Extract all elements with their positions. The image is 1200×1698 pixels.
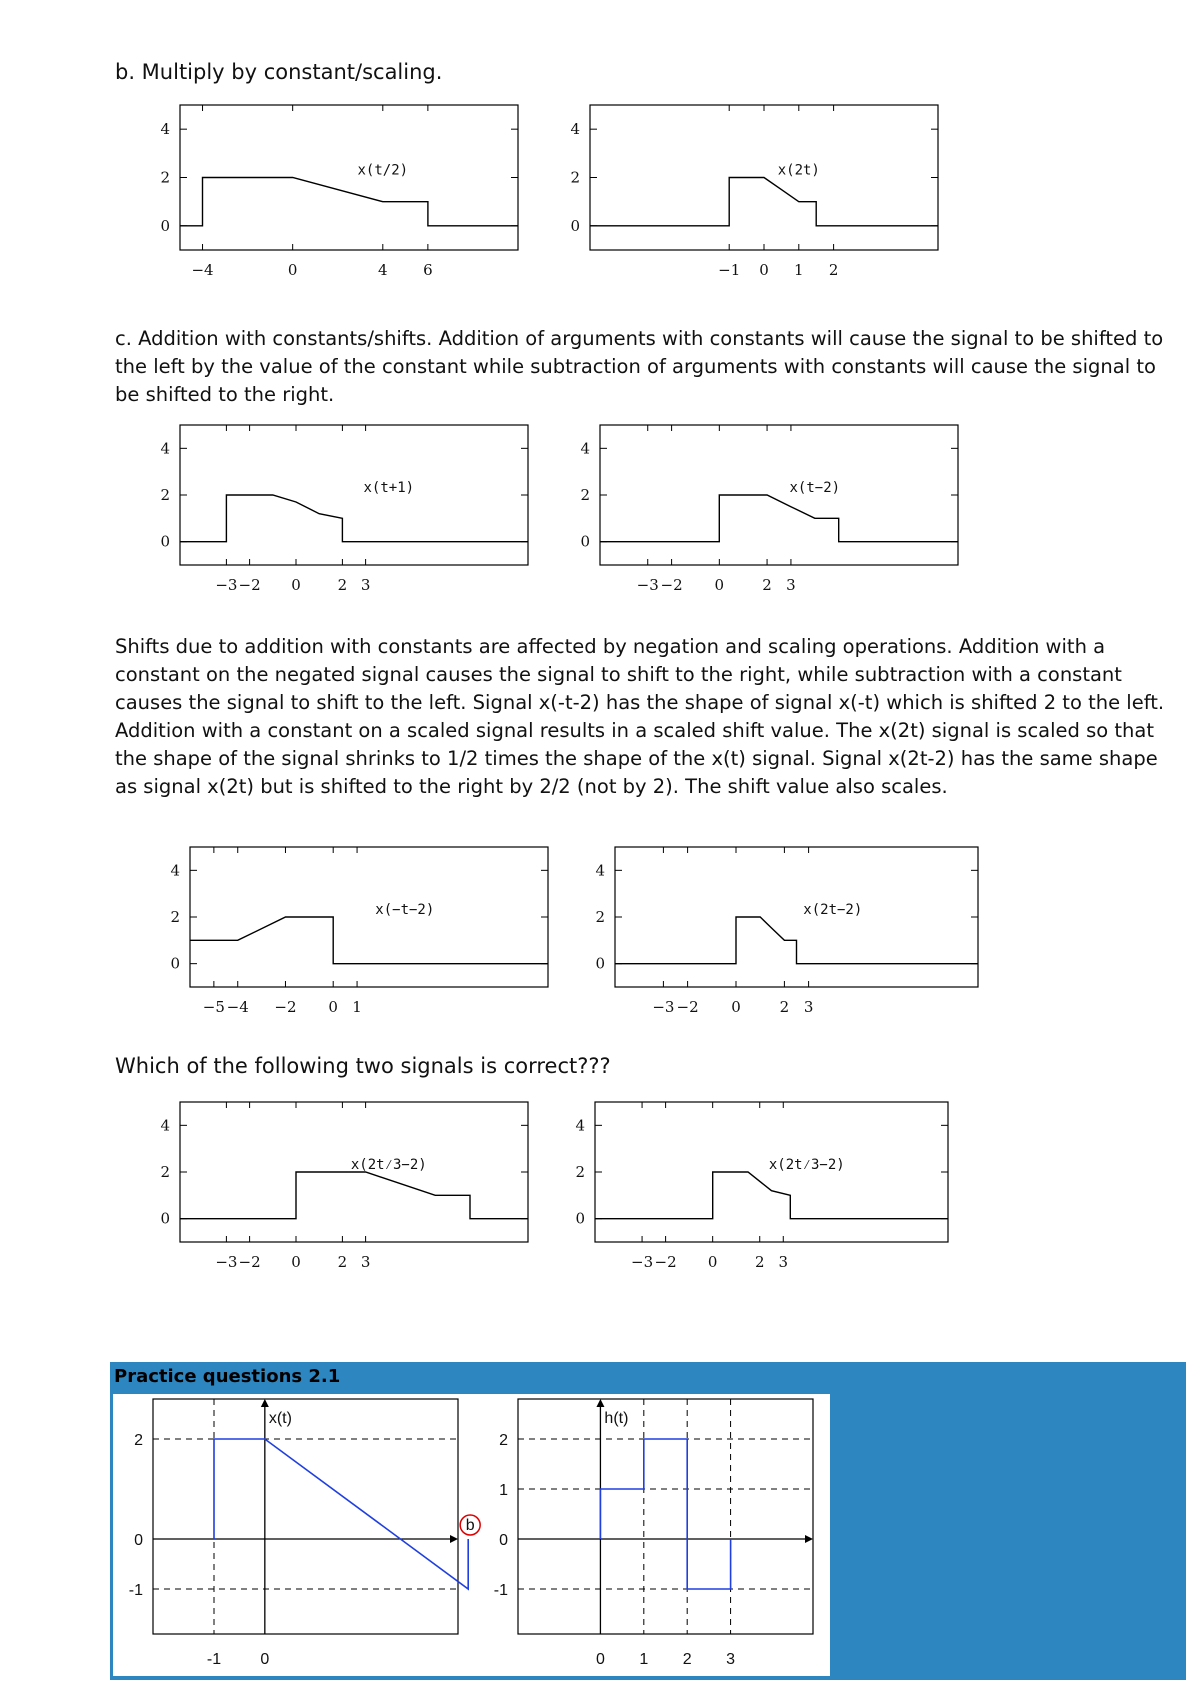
x-tick-label: −3	[215, 1253, 238, 1271]
x-tick-label: 1	[352, 998, 362, 1016]
chart-x-2t3-minus-2-b	[555, 1092, 950, 1287]
section-b-heading: b. Multiply by constant/scaling.	[115, 60, 443, 84]
practice-title: Practice questions 2.1	[114, 1366, 341, 1387]
x-tick-label: 3	[803, 998, 814, 1016]
y-tick-label: 0	[580, 532, 590, 551]
x-tick-label: 3	[360, 1253, 371, 1271]
signal-label: x(t)	[268, 1410, 292, 1427]
practice-plot-h	[478, 1394, 828, 1674]
y-tick-label: 0	[160, 532, 170, 551]
signal-label: x(t+1)	[363, 480, 415, 497]
y-tick-label: 2	[595, 908, 605, 926]
x-tick-label: 0	[291, 576, 301, 594]
y-tick-label: 2	[160, 486, 170, 504]
x-tick-label: 1	[639, 1651, 649, 1668]
practice-plot-x	[113, 1394, 473, 1674]
practice-panel	[113, 1394, 830, 1676]
question-heading: Which of the following two signals is correct???	[115, 1054, 611, 1078]
y-tick-label: 2	[575, 1163, 585, 1181]
x-tick-label: 6	[423, 261, 433, 279]
x-tick-label: −4	[226, 998, 249, 1016]
shift-note-paragraph: Shifts due to addition with constants are affected by negation and scaling operations. Addition with a constant on the negated signal causes the signal to shift to the right, while subtraction with a constant causes the signal to shift to the left. Signal x(-t-2) has the shape of signal x(-t) which is shifted 2 to the left. Addition with a constant on a scaled signal results in a scaled shift value. The x(2t) signal is scaled so that the shape of the signal shrinks to 1/2 times the shape of the x(t) signal. Signal x(2t-2) has the same shape as signal x(2t) but is shifted to the right by 2/2 (not by 2). The shift value also scales.	[115, 635, 1165, 798]
signal-label: x(−t−2)	[375, 902, 435, 919]
signal-label: x(2t)	[777, 162, 820, 179]
x-tick-label: -1	[206, 1651, 222, 1668]
y-tick-label: 0	[170, 954, 180, 973]
x-tick-label: 3	[726, 1651, 736, 1668]
y-tick-label: 0	[499, 1532, 508, 1549]
x-tick-label: 2	[682, 1651, 692, 1668]
y-tick-label: -1	[493, 1582, 508, 1599]
y-tick-label: -1	[128, 1582, 143, 1599]
chart-x-2t	[550, 95, 940, 295]
x-tick-label: −3	[652, 998, 675, 1016]
y-tick-label: 0	[134, 1532, 143, 1549]
plot-frame	[600, 425, 958, 565]
y-tick-label: 4	[170, 861, 180, 880]
y-tick-label: 2	[499, 1432, 508, 1449]
x-tick-label: 2	[337, 1253, 348, 1271]
x-tick-label: −3	[631, 1253, 654, 1271]
plot-frame	[190, 847, 548, 987]
x-tick-label: 1	[794, 261, 804, 279]
y-tick-label: 2	[134, 1432, 143, 1449]
signal-label: x(2t−2)	[803, 902, 863, 919]
x-tick-label: −2	[238, 576, 261, 594]
chart-x-t-half	[140, 95, 520, 295]
x-tick-label: 2	[779, 998, 790, 1016]
y-tick-label: 0	[595, 954, 605, 973]
chart-x-2t-minus-2	[575, 837, 980, 1032]
practice-box	[110, 1362, 1186, 1680]
x-tick-label: 2	[337, 576, 348, 594]
y-tick-label: 2	[160, 168, 170, 187]
y-tick-label: 0	[160, 216, 170, 235]
y-tick-label: 2	[160, 1163, 170, 1181]
chart-x-t-minus-2	[560, 415, 960, 610]
section-c-paragraph: c. Addition with constants/shifts. Addition of arguments with constants will cause the signal to be shifted to the left by the value of the constant while subtraction of arguments with constants will cause the signal to be shifted to the right.	[115, 327, 1164, 406]
x-tick-label: 3	[360, 576, 371, 594]
y-tick-label: 4	[595, 861, 605, 880]
x-tick-label: 0	[595, 1651, 605, 1668]
x-tick-label: 2	[762, 576, 772, 594]
x-tick-label: 0	[260, 1651, 270, 1668]
y-tick-label: 4	[570, 120, 580, 139]
signal-label: x(2t⁄3−2)	[350, 1157, 427, 1174]
signal-label: x(t−2)	[789, 480, 841, 497]
chart-x-2t3-minus-2-a	[140, 1092, 530, 1287]
x-tick-label: −2	[676, 998, 699, 1016]
signal-label: h(t)	[604, 1410, 629, 1427]
y-tick-label: 0	[570, 216, 580, 235]
y-tick-label: 4	[160, 439, 170, 458]
y-tick-label: 2	[170, 908, 180, 926]
x-tick-label: 4	[378, 261, 388, 279]
y-tick-label: 2	[570, 168, 580, 187]
plot-frame	[518, 1399, 813, 1634]
y-tick-label: 2	[580, 486, 590, 504]
x-tick-label: −2	[274, 998, 297, 1016]
x-tick-label: 0	[707, 1253, 718, 1271]
x-tick-label: 0	[714, 576, 725, 594]
x-tick-label: 0	[287, 261, 298, 279]
x-tick-label: 0	[291, 1253, 301, 1271]
x-tick-label: −2	[654, 1253, 677, 1271]
x-tick-label: −4	[191, 261, 214, 279]
x-tick-label: 2	[828, 261, 839, 279]
y-tick-label: 0	[575, 1209, 585, 1228]
y-tick-label: 1	[499, 1482, 508, 1499]
chart-x-neg-t-minus-2	[150, 837, 550, 1032]
x-tick-label: −5	[202, 998, 225, 1016]
y-tick-label: 4	[160, 1116, 170, 1135]
x-tick-label: −2	[238, 1253, 261, 1271]
x-tick-label: −1	[718, 261, 741, 279]
y-tick-label: 0	[160, 1209, 170, 1228]
signal-label: x(2t⁄3−2)	[768, 1157, 845, 1174]
x-tick-label: 0	[759, 261, 769, 279]
x-tick-label: 0	[328, 998, 338, 1016]
x-tick-label: −3	[636, 576, 659, 594]
y-tick-label: 4	[575, 1116, 585, 1135]
chart-x-t-plus-1	[140, 415, 530, 610]
marker-label: b	[465, 1517, 475, 1534]
signal-label: x(t/2)	[357, 162, 409, 179]
x-tick-label: 0	[731, 998, 741, 1016]
plot-frame	[615, 847, 978, 987]
x-tick-label: 3	[778, 1253, 789, 1271]
y-tick-label: 4	[160, 120, 170, 139]
y-tick-label: 4	[580, 439, 590, 458]
x-tick-label: 3	[786, 576, 796, 594]
plot-frame	[153, 1399, 458, 1634]
x-tick-label: −2	[660, 576, 683, 594]
x-tick-label: −3	[215, 576, 238, 594]
x-tick-label: 2	[754, 1253, 765, 1271]
